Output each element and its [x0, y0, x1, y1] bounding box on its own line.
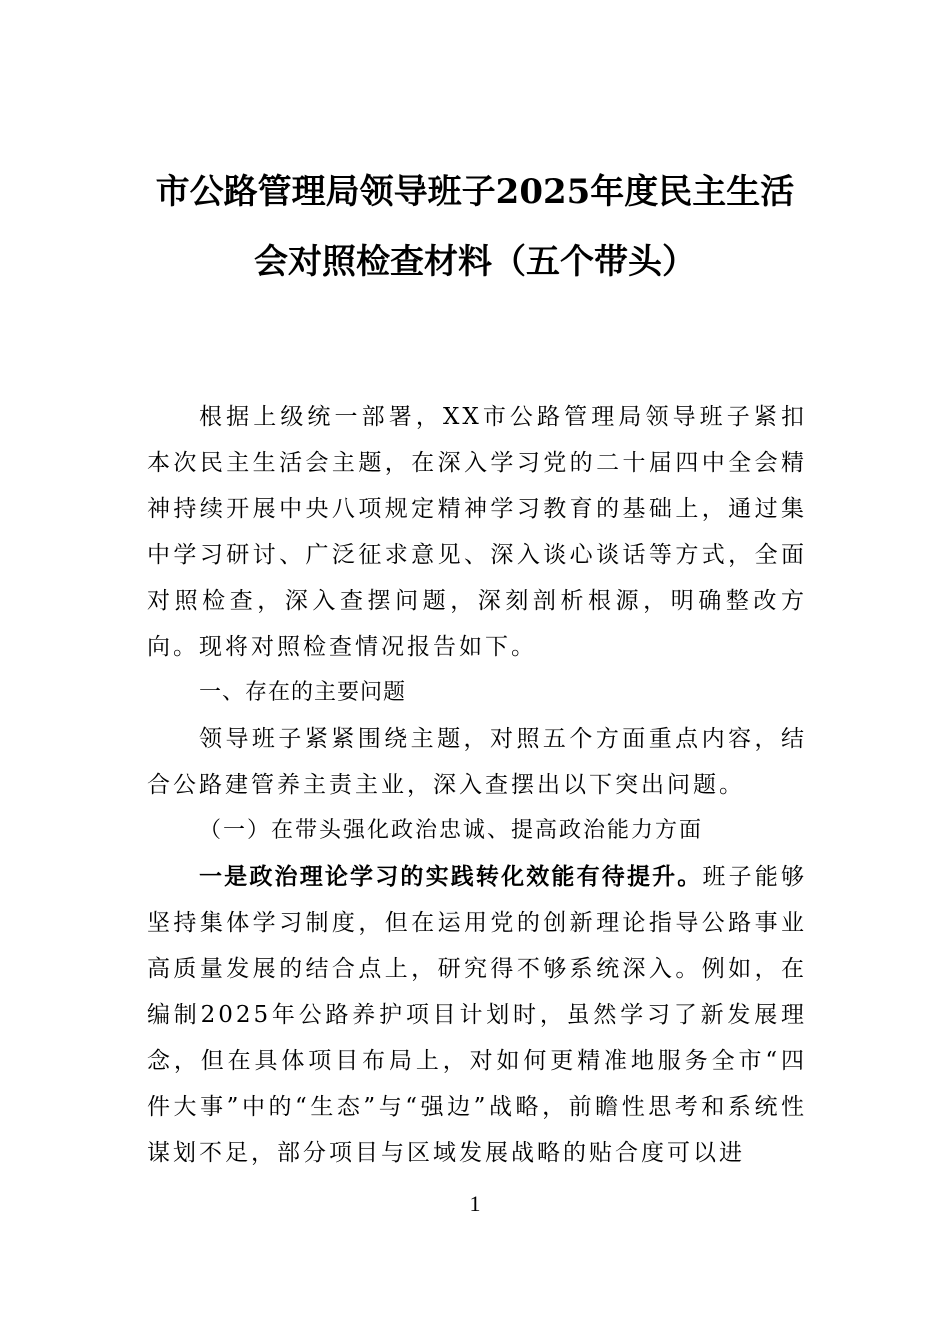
- section-1-heading: 一、存在的主要问题: [199, 680, 407, 705]
- section-1-intro-paragraph: 领导班子紧紧围绕主题，对照五个方面重点内容，结合公路建管养主责主业，深入查摆出以下突出问题。: [147, 726, 807, 798]
- intro-paragraph: 根据上级统一部署，XX市公路管理局领导班子紧扣本次民主生活会主题，在深入学习党的二十届四中全会精神持续开展中央八项规定精神学习教育的基础上，通过集中学习研讨、广泛征求意见、深入谈心谈话等方式，全面对照检查，深入查摆问题，深刻剖析根源，明确整改方向。现将对照检查情况报告如下。: [147, 404, 807, 660]
- point-1-body: 班子能够坚持集体学习制度，但在运用党的创新理论指导公路事业高质量发展的结合点上，研究得不够系统深入。例如，在编制2025年公路养护项目计划时，虽然学习了新发展理念，但在具体项目布局上，对如何更精准地服务全市“四件大事”中的“生态”与“强边”战略，前瞻性思考和系统性谋划不足，部分项目与区域发展战略的贴合度可以进: [147, 864, 808, 1166]
- subsection-1-heading: （一）在带头强化政治忠诚、提高政治能力方面: [199, 818, 704, 843]
- page-number: 1: [469, 1191, 481, 1216]
- document-title-line-1: 市公路管理局领导班子2025年度民主生活: [155, 172, 795, 212]
- document-title-line-2: 会对照检查材料（五个带头）: [254, 242, 696, 282]
- point-1-lead: 一是政治理论学习的实践转化效能有待提升。: [199, 863, 703, 890]
- document-body: [147, 394, 807, 1176]
- point-1-paragraph: [147, 854, 807, 1176]
